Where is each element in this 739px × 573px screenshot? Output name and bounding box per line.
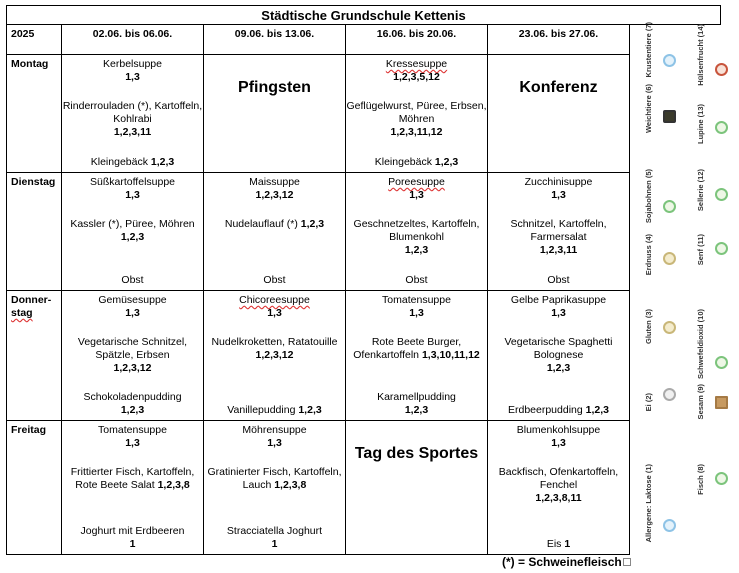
week-header: 16.06. bis 20.06. [346,25,488,55]
soup-name: Kerbelsuppe [103,58,162,70]
soup-item [488,176,629,202]
allergen-codes: 1,3 [267,307,282,319]
menu-cell [62,421,204,555]
allergen-codes: 1,3 [551,189,566,201]
allergen-label: Ei (2) [644,392,653,411]
soup-item [62,424,203,450]
main-name: Nudelauflauf (*) [224,218,298,230]
pork-footnote: (*) = Schweinefleisch [502,555,631,569]
allergen-label: Erdnuss (4) [644,234,653,276]
soup-name: Maissuppe [249,176,300,188]
dessert-item [62,391,203,417]
day-row [7,55,630,173]
dessert-name: Vanillepudding [227,404,296,416]
soup-item [346,294,487,320]
allergen-codes: 1,2,3 [585,404,609,416]
soup-name: Poreesuppe [388,176,445,188]
allergen-label: Allergene: Laktose (1) [644,464,653,543]
dessert-name: Schokoladenpudding [83,391,182,403]
allergen-legend-item [696,309,728,379]
soup-item [346,58,487,84]
allergen-codes: 1 [271,538,278,550]
main-name: Geflügelwurst, Püree, Erbsen, Möhren [346,100,487,125]
soup-name: Zucchinisuppe [524,176,593,188]
soup-item [346,176,487,202]
allergen-legend-item [696,234,728,265]
dessert-name: Stracciatella Joghurt [226,525,323,537]
sulphite-icon [715,356,728,369]
allergen-legend-item [644,169,676,223]
main-item [62,466,203,492]
allergen-codes: 1,3 [409,307,424,319]
dessert-item [62,525,203,551]
dessert-item [204,274,345,287]
menu-cell [488,421,630,555]
allergen-legend-item [644,309,676,344]
soup-name: Gemüsesuppe [98,294,167,306]
allergen-legend-item [644,464,676,542]
day-label: Freitag [7,421,62,555]
soup-item [488,424,629,450]
dessert-item [62,156,203,169]
day-label: Donner- stag [7,291,62,421]
dessert-name: Obst [405,274,428,286]
allergen-legend-item [696,104,728,144]
soup-item [204,176,345,202]
dessert-name: Erdbeerpudding [507,404,583,416]
allergen-codes: 1,2,3,8,11 [535,492,582,504]
main-item [346,336,487,362]
menu-cell [62,173,204,291]
menu-cell [62,291,204,421]
menu-cell [346,421,488,555]
main-item [204,218,345,231]
allergen-codes: 1,3,10,11,12 [421,349,480,361]
allergen-codes: 1,2,3,11,12 [390,126,443,138]
allergen-codes: 1,2,3,12 [255,349,294,361]
main-item [488,218,629,257]
dessert-name: Karamellpudding [377,391,456,403]
crustacean-icon [663,54,676,67]
main-name: Backfisch, Ofenkartoffeln, Fenchel [498,466,619,491]
allergen-legend-item [696,169,728,211]
dessert-name: Kleingebäck [374,156,432,168]
dessert-item [488,274,629,287]
main-item [62,218,203,244]
allergen-codes: 1,2,3 [150,156,175,168]
main-item [488,466,629,505]
allergen-codes: 1,2,3 [434,156,459,168]
dessert-item [488,404,629,417]
allergen-label: Sojabohnen (5) [644,169,653,224]
soup-name: Tomatensuppe [98,424,167,436]
soup-name: Chicoreesuppe [239,294,310,306]
allergen-codes: 1,2,3 [298,404,322,416]
allergen-codes: 1,3 [125,437,140,449]
allergen-codes: 1,2,3 [120,231,145,243]
soup-name: Gelbe Paprikasuppe [510,294,607,306]
main-name: Gratinierter Fisch, Kartoffeln, Lauch [207,466,342,491]
menu-cell [346,291,488,421]
mollusc-icon [663,110,676,123]
allergen-legend-item [696,464,728,495]
allergen-legend-item [644,84,676,133]
soup-name: Tomatensuppe [382,294,451,306]
allergen-legend [630,24,734,556]
soup-item [62,176,203,202]
main-name: Rinderrouladen (*), Kartoffeln, Kohlrabi [62,100,203,125]
milk-icon [663,519,676,532]
main-name: Vegetarische Schnitzel, Spätzle, Erbsen [77,336,188,361]
main-name: Rote Beete Burger, Ofenkartoffeln [353,336,462,361]
allergen-legend-item [696,24,728,86]
day-row [7,173,630,291]
dessert-item [346,156,487,169]
main-name: Geschnetzeltes, Kartoffeln, Blumenkohl [353,218,480,243]
main-name: Frittierter Fisch, Kartoffeln, Rote Beete Salat [70,466,195,491]
soup-name: Möhrensuppe [242,424,307,436]
allergen-codes: 1,2,3,11 [539,244,578,256]
soup-name: Kressesuppe [385,58,448,70]
allergen-legend-item [644,384,676,411]
main-item [62,100,203,139]
celery-icon [715,188,728,201]
allergen-label: Krustentiere (7) [644,22,653,78]
dessert-name: Obst [121,274,144,286]
soup-item [62,294,203,320]
dessert-item [204,404,345,417]
soup-item [62,58,203,84]
allergen-codes: 1,3 [125,189,140,201]
allergen-codes: 1 [564,538,571,550]
soup-name: Blumenkohlsuppe [516,424,601,436]
allergen-codes: 1,2,3 [404,244,429,256]
allergen-label: Hülsenfrucht (14) [696,24,705,86]
allergen-label: Gluten (3) [644,309,653,344]
mustard-icon [715,242,728,255]
menu-cell [488,291,630,421]
menu-cell [346,173,488,291]
allergen-label: Fisch (8) [696,464,705,495]
egg-icon [663,388,676,401]
main-name: Schnitzel, Kartoffeln, Farmersalat [510,218,607,243]
soup-item [204,294,345,320]
header-row [7,25,630,55]
allergen-codes: 1,2,3,8 [274,479,307,491]
allergen-codes: 1,3 [551,307,566,319]
allergen-codes: 1 [129,538,136,550]
dessert-item [62,274,203,287]
dessert-item [204,525,345,551]
allergen-label: Weichtiere (6) [644,84,653,134]
menu-cell [204,173,346,291]
allergen-label: Lupine (13) [696,104,705,145]
allergen-label: Sesam (9) [696,384,705,420]
legume-icon [715,63,728,76]
special-day-label: Tag des Sportes [354,445,479,462]
dessert-name: Obst [263,274,286,286]
dessert-name: Joghurt mit Erdbeeren [80,525,185,537]
special-day-label: Konferenz [519,79,598,96]
menu-cell [204,421,346,555]
allergen-codes: 1,3 [267,437,282,449]
main-item [62,336,203,375]
main-item [346,100,487,139]
peanut-icon [663,252,676,265]
week-header: 02.06. bis 06.06. [62,25,204,55]
main-name: Vegetarische Spaghetti Bolognese [504,336,613,361]
allergen-codes: 1,2,3 [546,362,571,374]
allergen-codes: 1,3 [125,307,140,319]
soup-name: Süßkartoffelsuppe [89,176,176,188]
allergen-codes: 1,2,3,8 [157,479,190,491]
main-item [204,336,345,362]
allergen-label: Senf (11) [696,234,705,266]
day-label: Dienstag [7,173,62,291]
menu-cell [346,55,488,173]
allergen-codes: 1,3 [551,437,566,449]
day-row [7,291,630,421]
dessert-name: Eis [546,538,562,550]
menu-cell [204,55,346,173]
main-name: Nudelkroketten, Ratatouille [211,336,338,348]
allergen-codes: 1,2,3 [404,404,429,416]
allergen-legend-item [644,234,676,275]
wheat-icon [663,321,676,334]
page-title: Städtische Grundschule Kettenis [6,5,721,25]
allergen-codes: 1,3 [409,189,424,201]
week-header: 09.06. bis 13.06. [204,25,346,55]
allergen-codes: 1,2,3,11 [113,126,152,138]
soup-item [204,424,345,450]
week-header: 23.06. bis 27.06. [488,25,630,55]
allergen-codes: 1,2,3,12 [113,362,152,374]
soup-item [488,294,629,320]
main-name: Kassler (*), Püree, Möhren [70,218,195,230]
menu-cell [204,291,346,421]
dessert-item [346,274,487,287]
allergen-codes: 1,2,3,12 [255,189,294,201]
menu-cell [488,173,630,291]
menu-cell [62,55,204,173]
menu-cell [488,55,630,173]
allergen-legend-item [696,384,728,419]
allergen-codes: 1,3 [125,71,140,83]
dessert-name: Kleingebäck [90,156,148,168]
allergen-label: Sellerie (12) [696,169,705,212]
allergen-codes: 1,2,3,5,12 [393,71,440,83]
lunch-menu-table [6,24,630,555]
day-row [7,421,630,555]
sesame-icon [715,396,728,409]
special-day-label: Pfingsten [238,79,311,96]
year-header: 2025 [7,25,62,55]
soy-icon [663,200,676,213]
day-label: Montag [7,55,62,173]
dessert-item [346,391,487,417]
checkbox-mark-icon [623,558,631,566]
fish-icon [715,472,728,485]
lupin-icon [715,121,728,134]
allergen-legend-item [644,22,676,77]
dessert-name: Obst [547,274,570,286]
main-item [488,336,629,375]
allergen-label: Schwefeldioxid (10) [696,309,705,380]
allergen-codes: 1,2,3 [120,404,145,416]
dessert-item [488,538,629,551]
main-item [204,466,345,492]
allergen-codes: 1,2,3 [300,218,325,230]
main-item [346,218,487,257]
